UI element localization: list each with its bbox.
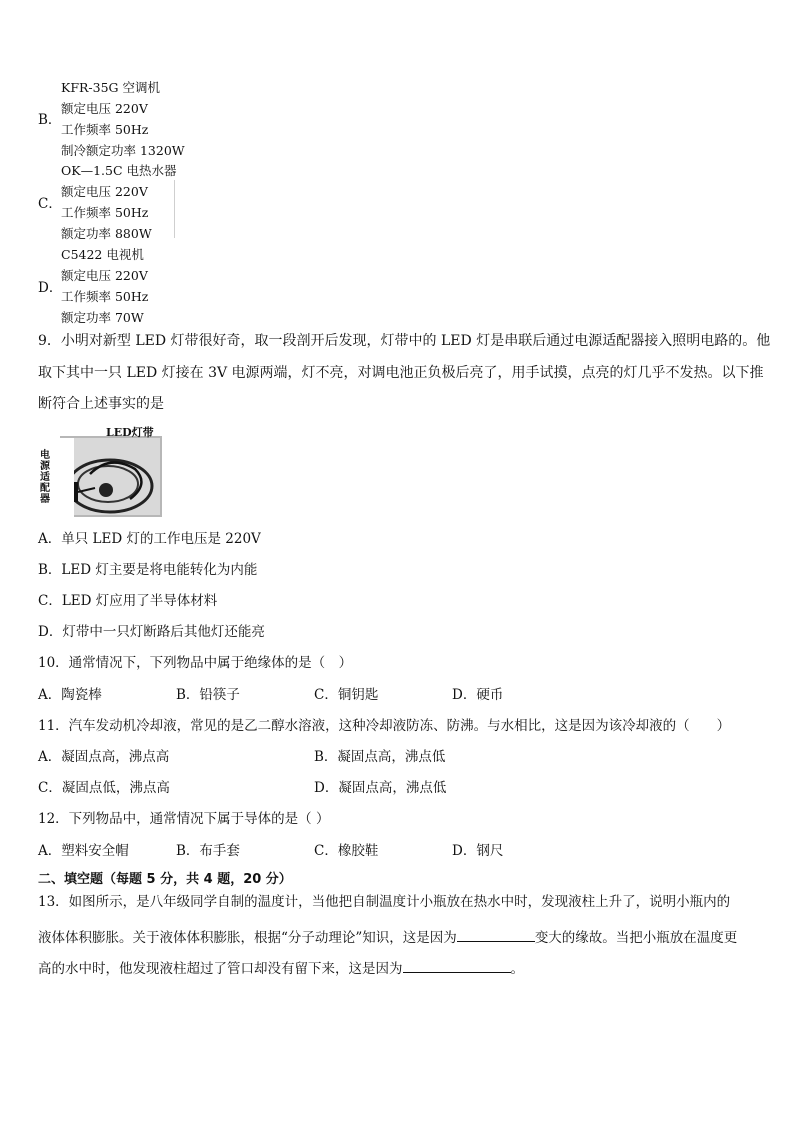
q12-option-b[interactable]: B．布手套	[176, 843, 240, 859]
q8-option-c-letter: C．	[38, 196, 62, 212]
q12-option-d[interactable]: D．钢尺	[452, 843, 504, 859]
nameplate-line: 工作频率 50Hz	[61, 289, 149, 304]
q13-blank-2[interactable]	[403, 956, 511, 973]
nameplate-line: 额定电压 220V	[61, 184, 148, 199]
q11-stem: 11．汽车发动机冷却液，常见的是乙二醇水溶液，这种冷却液防冻、防沸。与水相比，这是因为该冷却液的（ ）	[38, 718, 731, 734]
q8-option-c-plate[interactable]	[61, 160, 177, 244]
q13-stem-line-2	[38, 925, 737, 948]
q13-line3-text-b: 。	[510, 961, 524, 977]
nameplate-line: 额定功率 880W	[61, 226, 152, 241]
section-title-fill-in: 二、填空题（每题 5 分，共 4 题，20 分）	[38, 872, 292, 887]
q10-stem: 10．通常情况下，下列物品中属于绝缘体的是（ ）	[38, 655, 353, 671]
nameplate-line: C5422 电视机	[61, 247, 144, 262]
nameplate-line: KFR-35G 空调机	[61, 80, 161, 95]
q9-stem-line-1: 9．小明对新型 LED 灯带很好奇，取一段剖开后发现，灯带中的 LED 灯是串联后通过电源适配器接入照明电路的。他	[38, 333, 771, 349]
q9-stem-line-2: 取下其中一只 LED 灯接在 3V 电源两端，灯不亮，对调电池正负极后亮了，用手试摸，点亮的灯几乎不发热。以下推	[38, 365, 764, 381]
q13-line3-text-a: 高的水中时，他发现液柱超过了管口却没有留下来，这是因为	[38, 961, 403, 977]
q11-option-d[interactable]: D．凝固点高，沸点低	[314, 780, 447, 796]
nameplate-line: 额定电压 220V	[61, 268, 148, 283]
q9-option-b[interactable]: B．LED 灯主要是将电能转化为内能	[38, 562, 258, 578]
q9-option-c[interactable]: C．LED 灯应用了半导体材料	[38, 593, 218, 609]
q12-stem: 12．下列物品中，通常情况下属于导体的是（ ）	[38, 811, 330, 827]
q10-option-c[interactable]: C．铜钥匙	[314, 687, 379, 703]
q11-option-c[interactable]: C．凝固点低，沸点高	[38, 780, 170, 796]
q8-option-d-plate[interactable]	[61, 244, 148, 328]
q9-option-a[interactable]: A．单只 LED 灯的工作电压是 220V	[38, 531, 261, 547]
q11-option-b[interactable]: B．凝固点高，沸点低	[314, 749, 446, 765]
q9-stem-line-3: 断符合上述事实的是	[38, 396, 164, 412]
power-adapter-label: 电源适配器	[40, 450, 50, 505]
nameplate-line: 额定电压 220V	[61, 101, 148, 116]
q11-option-a[interactable]: A．凝固点高，沸点高	[38, 749, 170, 765]
q10-option-b[interactable]: B．铅筷子	[176, 687, 240, 703]
q13-stem-line-1: 13．如图所示，是八年级同学自制的温度计，当他把自制温度计小瓶放在热水中时，发现液柱上升了，说明小瓶内的	[38, 894, 731, 910]
nameplate-line: OK—1.5C 电热水器	[61, 163, 177, 178]
q8-option-d-letter: D．	[38, 280, 63, 296]
nameplate-line: 制冷额定功率 1320W	[61, 143, 185, 158]
led-strip-label: LED灯带	[106, 426, 154, 439]
q9-option-d[interactable]: D．灯带中一只灯断路后其他灯还能亮	[38, 624, 265, 640]
q8-option-b-letter: B．	[38, 112, 62, 128]
nameplate-border	[174, 180, 175, 238]
q13-line2-text-b: 变大的缘故。当把小瓶放在温度更	[534, 930, 738, 946]
q13-line2-text-a: 液体体积膨胀。关于液体体积膨胀，根据“分子动理论”知识，这是因为	[38, 930, 457, 946]
q13-stem-line-3	[38, 956, 524, 979]
q8-option-b-plate[interactable]	[61, 77, 185, 161]
nameplate-line: 工作频率 50Hz	[61, 205, 149, 220]
led-strip-photo	[40, 424, 162, 517]
q12-option-a[interactable]: A．塑料安全帽	[38, 843, 129, 859]
q10-option-a[interactable]: A．陶瓷棒	[38, 687, 102, 703]
q12-option-c[interactable]: C．橡胶鞋	[314, 843, 379, 859]
nameplate-line: 额定功率 70W	[61, 310, 144, 325]
nameplate-line: 工作频率 50Hz	[61, 122, 149, 137]
q10-option-d[interactable]: D．硬币	[452, 687, 504, 703]
q13-blank-1[interactable]	[457, 925, 535, 942]
